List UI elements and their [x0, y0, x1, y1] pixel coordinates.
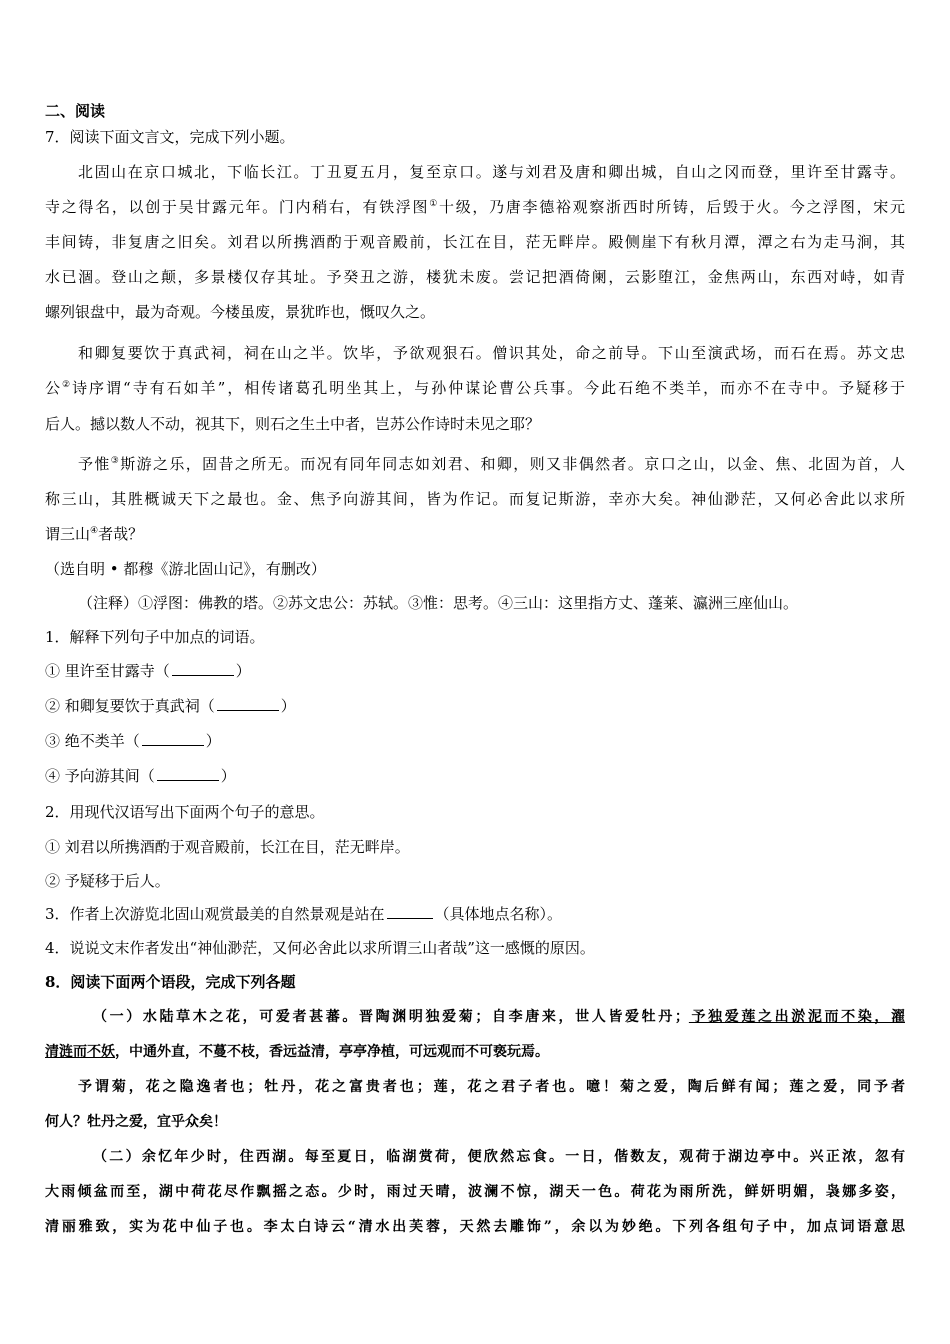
answer-blank-1[interactable]	[172, 661, 234, 676]
q7-p1-line4: 水已涸。登山之颠，多景楼仅存其址。予癸丑之游，楼犹未废。尝记把酒倚阑，云影堕江，金焦两山，东西对峙，如青	[45, 268, 905, 286]
q7-source: （选自明 • 都穆《游北固山记》，有删改）	[45, 560, 326, 578]
answer-blank-5[interactable]	[387, 904, 433, 919]
q7-sub1-title: 1．解释下列句子中加点的词语。	[45, 628, 265, 646]
q8-s3-line3: 清丽雅致，实为花中仙子也。李太白诗云“清水出芙蓉，天然去雕饰”，余以为妙绝。下列各组句子中，加点词语意思	[45, 1219, 905, 1235]
q7-sub2-title: 2．用现代汉语写出下面两个句子的意思。	[45, 803, 325, 821]
q8-s2-line2: 何人？牡丹之爱，宜乎众矣！	[45, 1114, 227, 1130]
footnote-marker-3: ③	[110, 456, 121, 466]
q8-prompt: 8．阅读下面两个语段，完成下列各题	[45, 973, 296, 991]
footnote-marker-2: ②	[62, 380, 73, 390]
q7-p3-line3: 谓三山④者哉？	[45, 525, 144, 543]
q7-p2-line3: 后人。撼以数人不动，视其下，则石之生土中者，岂苏公作诗时未见之耶？	[45, 415, 541, 433]
q7-p3-line2: 称三山，其胜概诚天下之最也。金、焦予向游其间，皆为作记。而复记斯游，幸亦大矣。神仙渺茫，又何必舍此以求所	[45, 490, 905, 508]
q7-sub4: 4．说说文末作者发出“神仙渺茫，又何必舍此以求所谓三山者哉”这一感慨的原因。	[45, 939, 595, 957]
q7-p2-line1: 和卿复要饮于真武祠，祠在山之半。饮毕，予欲观狠石。僧识其处，命之前导。下山至演武场，而石在焉。苏文忠	[78, 344, 905, 362]
q7-sub2-item2: ② 予疑移于后人。	[45, 872, 170, 890]
q7-sub1-item3: ③ 绝不类羊（ ）	[45, 732, 221, 750]
q7-p1-line3: 丰间铸，非复唐之旧矣。刘君以所携酒酌于观音殿前，长江在目，茫无畔岸。殿侧崖下有秋月潭，潭之右为走马涧，其	[45, 233, 905, 251]
underlined-text-1: 予独爱莲之出淤泥而不染，濯	[688, 1009, 905, 1025]
underlined-text-2: 清涟而不妖	[45, 1044, 115, 1060]
q7-prompt: 7．阅读下面文言文，完成下列小题。	[45, 128, 295, 146]
q7-sub1-item1: ① 里许至甘露寺（ ）	[45, 662, 251, 680]
q7-sub1-item4: ④ 予向游其间（ ）	[45, 767, 236, 785]
q7-p1-line1: 北固山在京口城北，下临长江。丁丑夏五月，复至京口。遂与刘君及唐和卿出城，自山之冈而登，里许至甘露寺。	[78, 163, 905, 181]
answer-blank-3[interactable]	[142, 731, 204, 746]
q8-s1-line1: （一）水陆草木之花，可爱者甚蕃。晋陶渊明独爱菊；自李唐来，世人皆爱牡丹；予独爱莲之出淤泥而不染，濯	[93, 1009, 905, 1025]
q7-sub2-item1: ① 刘君以所携酒酌于观音殿前，长江在目，茫无畔岸。	[45, 838, 410, 856]
q7-p1-line5: 螺列银盘中，最为奇观。今楼虽废，景犹昨也，慨叹久之。	[45, 303, 436, 321]
section-heading: 二、阅读	[45, 102, 106, 120]
q7-p3-line1: 予惟③斯游之乐，固昔之所无。而况有同年同志如刘君、和卿，则又非偶然者。京口之山，以金、焦、北固为首，人	[78, 455, 905, 473]
q8-s1-line2: 清涟而不妖，中通外直，不蔓不枝，香远益清，亭亭净植，可远观而不可亵玩焉。	[45, 1044, 549, 1060]
answer-blank-4[interactable]	[157, 766, 219, 781]
q7-p2-line2: 公②诗序谓“寺有石如羊”，相传诸葛孔明坐其上，与孙仲谋论曹公兵事。今此石绝不类羊，而亦不在寺中。予疑移于	[45, 379, 905, 397]
q7-sub3: 3．作者上次游览北固山观赏最美的自然景观是站在 （具体地点名称）。	[45, 905, 563, 923]
q7-sub1-item2: ② 和卿复要饮于真武祠（ ）	[45, 697, 296, 715]
footnote-marker-1: ①	[429, 199, 439, 209]
q8-s2-line1: 予谓菊，花之隐逸者也；牡丹，花之富贵者也；莲，花之君子者也。噫！菊之爱，陶后鲜有闻；莲之爱，同予者	[78, 1079, 905, 1095]
q7-p1-line2: 寺之得名，以创于吴甘露元年。门内稍右，有铁浮图①十级，乃唐李德裕观察浙西时所铸，后毁于火。今之浮图，宋元	[45, 198, 905, 216]
q8-s3-line1: （二）余忆年少时，住西湖。每至夏日，临湖赏荷，便欣然忘食。一日，偕数友，观荷于湖边亭中。兴正浓，忽有	[93, 1149, 905, 1165]
q7-notes: （注释）①浮图：佛教的塔。②苏文忠公：苏轼。③惟：思考。④三山：这里指方丈、蓬莱、瀛洲三座仙山。	[78, 594, 799, 612]
q8-s3-line2: 大雨倾盆而至，湖中荷花尽作飘摇之态。少时，雨过天晴，波澜不惊，湖天一色。荷花为雨所洗，鲜妍明媚，袅娜多姿，	[45, 1184, 905, 1200]
footnote-marker-4: ④	[90, 526, 99, 536]
answer-blank-2[interactable]	[217, 696, 279, 711]
